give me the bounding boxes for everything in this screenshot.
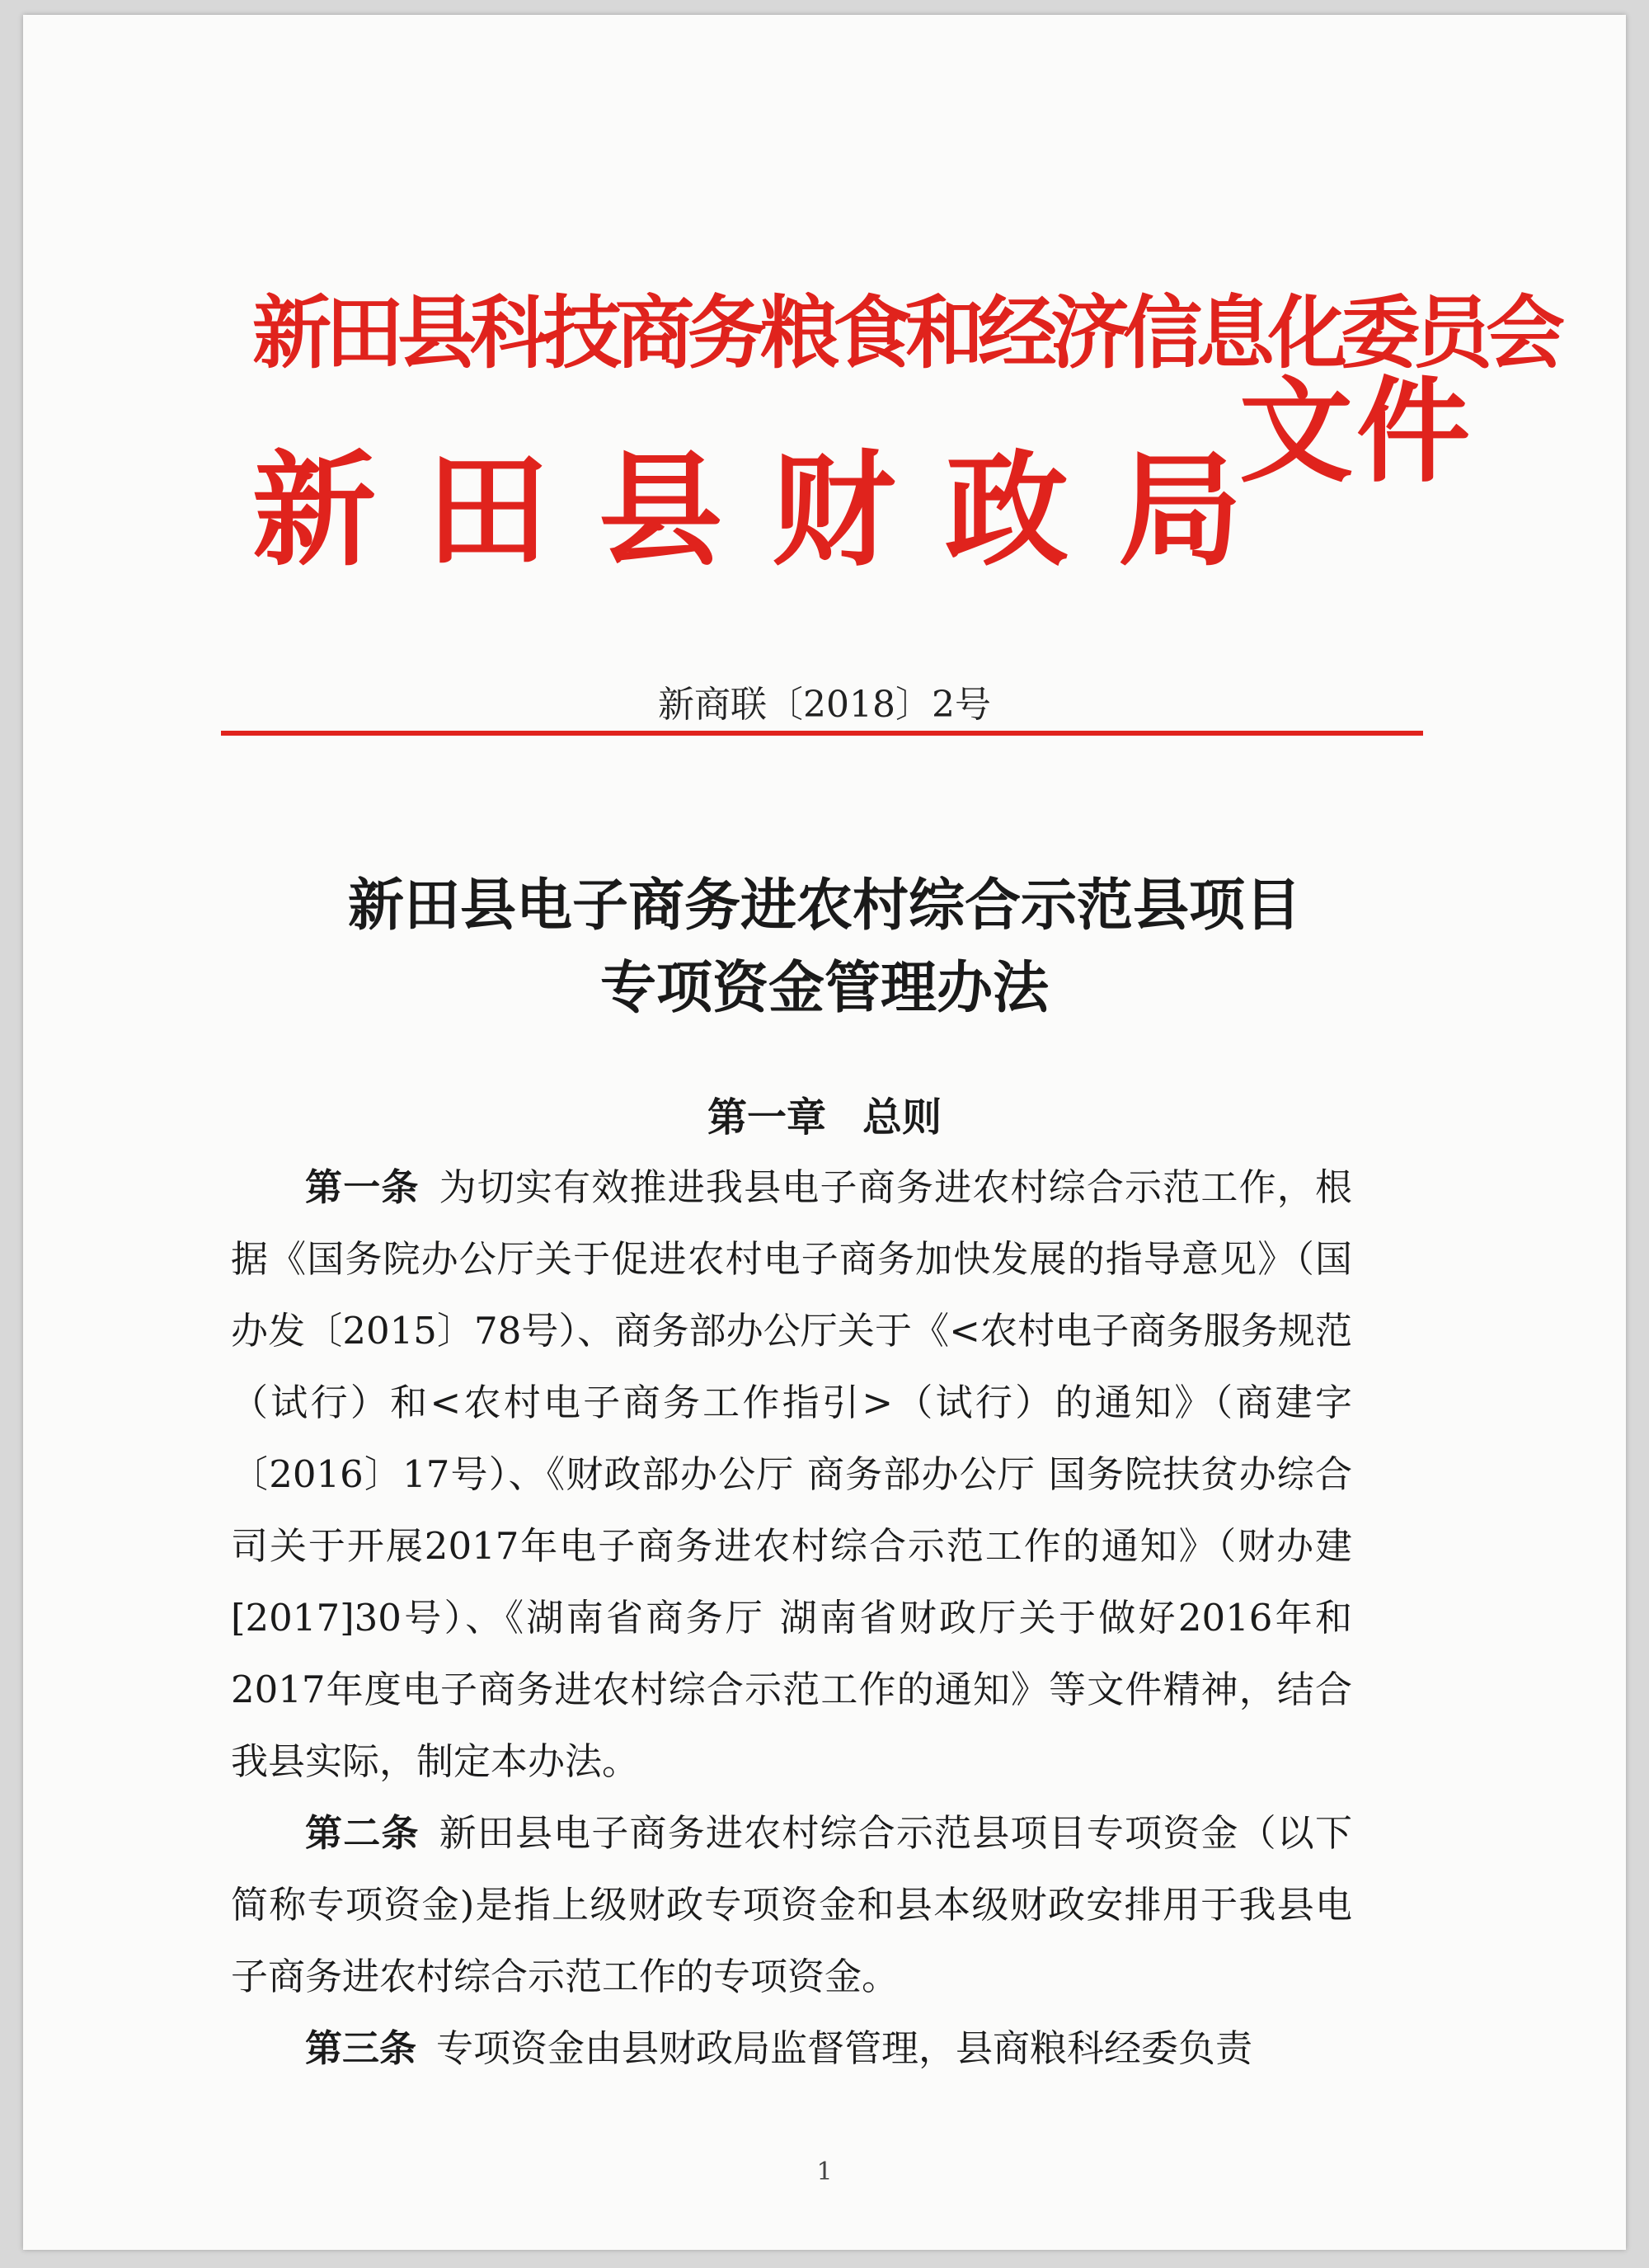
- document-number: 新商联〔2018〕2号: [658, 684, 991, 726]
- document-title: [23, 864, 1626, 1029]
- article-1: [231, 1151, 1352, 1797]
- article-text: 专项资金由县财政局监督管理，县商粮科经委负责: [436, 2026, 1253, 2070]
- issuing-org-line-1: 新田县科技商务粮食和经济信息化委员会: [252, 287, 1558, 379]
- article-text: 为切实有效推进我县电子商务进农村综合示范工作，根据《国务院办公厅关于促进农村电子商务加快发展的指导意见》（国办发〔2015〕78号）、商务部办公厅关于《<农村电子商务服务规范（试行）和<农村电子商务工作指引>（试行）的通知》（商建字〔2016〕17号）、《财政部办公厅 商务部办公厅 国务院扶贫办综合司关于开展2017年电子商务进农村综合示范工作的通知》（财办建[2017]30号）、《湖南省商务厅 湖南省财政厅关于做好2016年和2017年度电子商务进农村综合示范工作的通知》等文件精神，结合我县实际，制定本办法。: [231, 1165, 1352, 1783]
- chapter-name: 总则: [862, 1094, 942, 1141]
- document-type-suffix: 文件: [1239, 365, 1474, 498]
- article-label: 第三条: [305, 2026, 417, 2070]
- article-text: 新田县电子商务进农村综合示范县项目专项资金（以下简称专项资金)是指上级财政专项资金和县本级财政安排用于我县电子商务进农村综合示范工作的专项资金。: [231, 1811, 1352, 1998]
- article-3: [231, 2012, 1352, 2084]
- document-body: [231, 1151, 1352, 2084]
- red-separator-line: [221, 731, 1423, 736]
- issuing-org-line-2: 新田县财政局: [252, 440, 1292, 583]
- chapter-number: 第一章: [707, 1094, 826, 1141]
- chapter-heading: [23, 1085, 1626, 1142]
- title-line-1: 新田县电子商务进农村综合示范县项目: [347, 873, 1301, 939]
- article-label: 第二条: [305, 1811, 420, 1855]
- title-line-2: 专项资金管理办法: [599, 955, 1049, 1021]
- article-label: 第一条: [305, 1165, 420, 1209]
- article-2: [231, 1797, 1352, 2012]
- page-number: 1: [816, 2157, 833, 2186]
- document-page: [23, 15, 1626, 2250]
